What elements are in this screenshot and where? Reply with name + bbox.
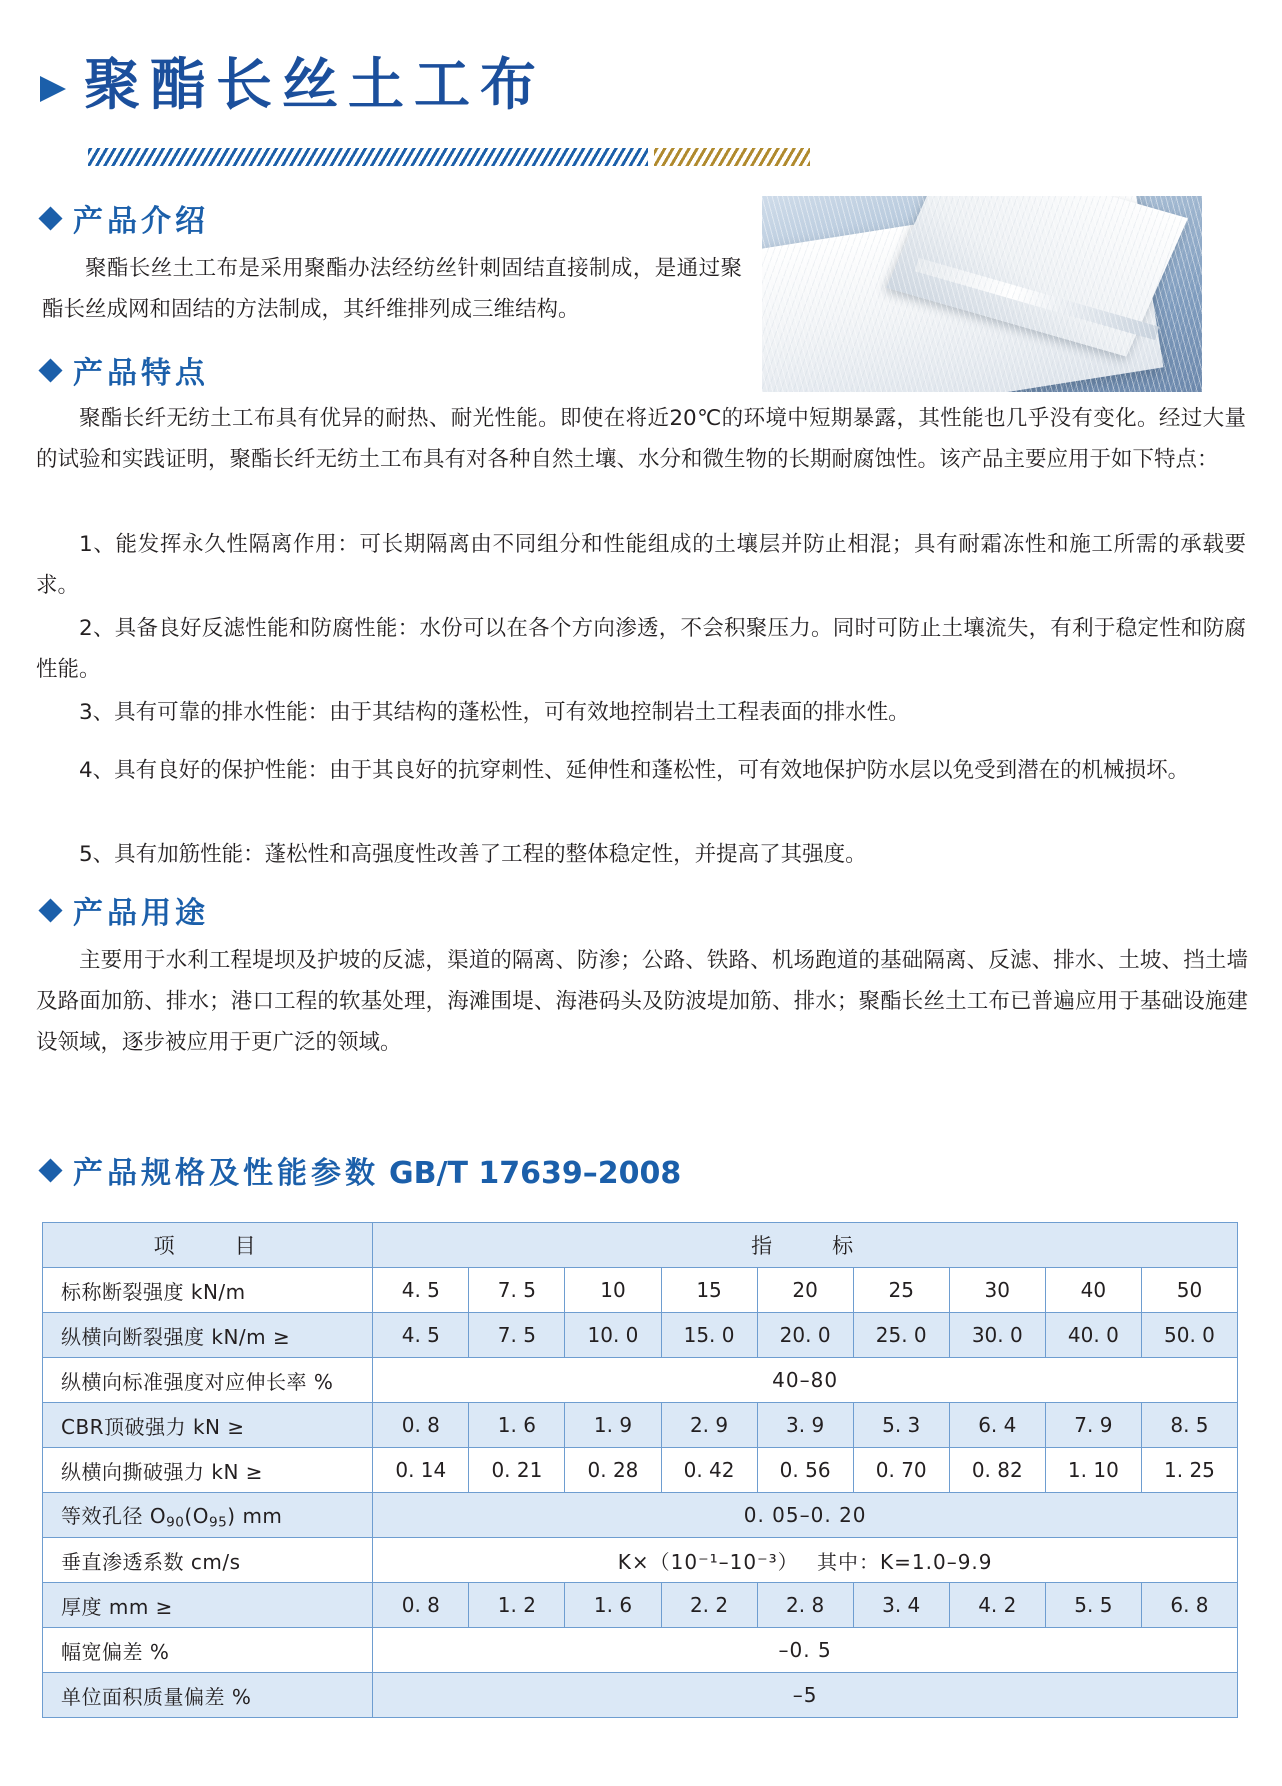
feature-item-5: 5、具有加筋性能：蓬松性和高强度性改善了工程的整体稳定性，并提高了其强度。 xyxy=(79,842,867,867)
table-cell: 3. 9 xyxy=(757,1403,853,1448)
table-row-label: 标称断裂强度 kN/m xyxy=(43,1268,373,1313)
features-intro-paragraph: 聚酯长纤无纺土工布具有优异的耐热、耐光性能。即使在将近20℃的环境中短期暴露，其性能也几乎没有变化。经过大量的试验和实践证明，聚酯长纤无纺土工布具有对各种自然土壤、水分和微生物的长期耐腐蚀性。该产品主要应用于如下特点： xyxy=(36,406,1246,472)
table-cell-span: 40–80 xyxy=(373,1358,1238,1403)
table-cell: 4. 5 xyxy=(373,1268,469,1313)
table-cell: 10 xyxy=(565,1268,661,1313)
table-cell-span: –0. 5 xyxy=(373,1628,1238,1673)
section-header-spec xyxy=(42,1148,681,1192)
table-cell-span: 0. 05–0. 20 xyxy=(373,1493,1238,1538)
table-row-label: 厚度 mm ≥ xyxy=(43,1583,373,1628)
table-row xyxy=(43,1268,1238,1313)
table-cell: 25 xyxy=(853,1268,949,1313)
table-cell: 0. 14 xyxy=(373,1448,469,1493)
table-row xyxy=(43,1673,1238,1718)
table-cell: 7. 9 xyxy=(1045,1403,1141,1448)
table-row xyxy=(43,1628,1238,1673)
feature-item-1: 1、能发挥永久性隔离作用：可长期隔离由不同组分和性能组成的土壤层并防止相混；具有耐霜冻性和施工所需的承载要求。 xyxy=(36,532,1246,598)
feature-item-4: 4、具有良好的保护性能：由于其良好的抗穿刺性、延伸性和蓬松性，可有效地保护防水层以免受到潜在的机械损坏。 xyxy=(79,758,1190,783)
arrow-icon xyxy=(40,76,66,102)
table-cell: 2. 2 xyxy=(661,1583,757,1628)
table-cell: 50 xyxy=(1141,1268,1237,1313)
table-cell: 1. 10 xyxy=(1045,1448,1141,1493)
section-title-features: 产品特点 xyxy=(73,356,209,391)
table-cell: 5. 5 xyxy=(1045,1583,1141,1628)
table-cell: 0. 8 xyxy=(373,1583,469,1628)
table-cell: 25. 0 xyxy=(853,1313,949,1358)
table-cell: 40 xyxy=(1045,1268,1141,1313)
spec-heading-text: 产品规格及性能参数 xyxy=(73,1156,379,1191)
feature-item-2: 2、具备良好反滤性能和防腐性能：水份可以在各个方向渗透，不会积聚压力。同时可防止土壤流失，有利于稳定性和防腐性能。 xyxy=(36,616,1246,682)
table-cell: 4. 5 xyxy=(373,1313,469,1358)
section-header-intro xyxy=(42,196,209,240)
table-cell: 0. 28 xyxy=(565,1448,661,1493)
table-cell: 15. 0 xyxy=(661,1313,757,1358)
table-cell: 6. 4 xyxy=(949,1403,1045,1448)
table-cell: 50. 0 xyxy=(1141,1313,1237,1358)
table-cell: 0. 82 xyxy=(949,1448,1045,1493)
table-row-label: CBR顶破强力 kN ≥ xyxy=(43,1403,373,1448)
table-cell: 6. 8 xyxy=(1141,1583,1237,1628)
table-row xyxy=(43,1538,1238,1583)
section-title-spec xyxy=(73,1148,681,1192)
table-cell: 40. 0 xyxy=(1045,1313,1141,1358)
table-cell: 30. 0 xyxy=(949,1313,1045,1358)
section-header-features xyxy=(42,348,209,392)
table-row-label: 纵横向断裂强度 kN/m ≥ xyxy=(43,1313,373,1358)
table-header-item: 项 目 xyxy=(43,1223,373,1268)
table-row-label: 纵横向标准强度对应伸长率 % xyxy=(43,1358,373,1403)
table-row xyxy=(43,1403,1238,1448)
table-cell: 1. 2 xyxy=(469,1583,565,1628)
page-title: 聚酯长丝土工布 xyxy=(84,53,546,118)
spec-table-container xyxy=(42,1222,1238,1718)
table-cell: 8. 5 xyxy=(1141,1403,1237,1448)
table-cell: 10. 0 xyxy=(565,1313,661,1358)
table-cell: 1. 25 xyxy=(1141,1448,1237,1493)
table-cell: 1. 9 xyxy=(565,1403,661,1448)
table-cell: 1. 6 xyxy=(469,1403,565,1448)
table-cell: 3. 4 xyxy=(853,1583,949,1628)
table-cell: 7. 5 xyxy=(469,1313,565,1358)
section-title-intro: 产品介绍 xyxy=(73,204,209,239)
table-header-row xyxy=(43,1223,1238,1268)
table-row xyxy=(43,1583,1238,1628)
table-cell: 0. 21 xyxy=(469,1448,565,1493)
table-cell: 20 xyxy=(757,1268,853,1313)
table-cell: 0. 42 xyxy=(661,1448,757,1493)
table-cell-span: –5 xyxy=(373,1673,1238,1718)
table-cell: 1. 6 xyxy=(565,1583,661,1628)
table-cell: 2. 8 xyxy=(757,1583,853,1628)
divider-blue-segment xyxy=(88,148,648,166)
table-row-label: 单位面积质量偏差 % xyxy=(43,1673,373,1718)
table-cell: 2. 9 xyxy=(661,1403,757,1448)
table-row xyxy=(43,1313,1238,1358)
section-title-uses: 产品用途 xyxy=(73,896,209,931)
table-cell: 15 xyxy=(661,1268,757,1313)
table-header-index: 指 标 xyxy=(373,1223,1238,1268)
product-photo xyxy=(762,196,1202,392)
table-cell: 0. 70 xyxy=(853,1448,949,1493)
section-header-uses xyxy=(42,888,209,932)
uses-paragraph: 主要用于水利工程堤坝及护坡的反滤，渠道的隔离、防渗；公路、铁路、机场跑道的基础隔离、反滤、排水、土坡、挡土墙及路面加筋、排水；港口工程的软基处理，海滩围堤、海港码头及防波堤加筋、排水；聚酯长丝土工布已普遍应用于基础设施建设领域，逐步被应用于更广泛的领域。 xyxy=(36,948,1248,1055)
table-cell-span: K×（10⁻¹–10⁻³） 其中：K=1.0–9.9 xyxy=(373,1538,1238,1583)
table-row xyxy=(43,1448,1238,1493)
table-cell: 5. 3 xyxy=(853,1403,949,1448)
table-cell: 20. 0 xyxy=(757,1313,853,1358)
table-row xyxy=(43,1358,1238,1403)
table-row xyxy=(43,1493,1238,1538)
diamond-icon xyxy=(38,898,62,922)
diamond-icon xyxy=(38,1158,62,1182)
title-divider xyxy=(88,148,810,166)
table-row-label: 幅宽偏差 % xyxy=(43,1628,373,1673)
spec-table xyxy=(42,1222,1238,1718)
spec-standard-code: GB/T 17639–2008 xyxy=(389,1156,682,1191)
diamond-icon xyxy=(38,358,62,382)
table-cell: 7. 5 xyxy=(469,1268,565,1313)
table-cell: 4. 2 xyxy=(949,1583,1045,1628)
table-cell: 30 xyxy=(949,1268,1045,1313)
table-cell: 0. 56 xyxy=(757,1448,853,1493)
table-row-label: 等效孔径 $O_{90}(O_{95})$ mm xyxy=(43,1493,373,1538)
diamond-icon xyxy=(38,206,62,230)
document-title-row xyxy=(40,53,546,118)
divider-gold-segment xyxy=(654,148,810,166)
table-row-label: 纵横向撕破强力 kN ≥ xyxy=(43,1448,373,1493)
photo-fiber-texture xyxy=(762,196,1202,392)
intro-paragraph: 聚酯长丝土工布是采用聚酯办法经纺丝针刺固结直接制成，是通过聚酯长丝成网和固结的方法制成，其纤维排列成三维结构。 xyxy=(42,256,742,322)
table-cell: 0. 8 xyxy=(373,1403,469,1448)
feature-item-3: 3、具有可靠的排水性能：由于其结构的蓬松性，可有效地控制岩土工程表面的排水性。 xyxy=(79,700,910,725)
table-row-label: 垂直渗透系数 cm/s xyxy=(43,1538,373,1583)
